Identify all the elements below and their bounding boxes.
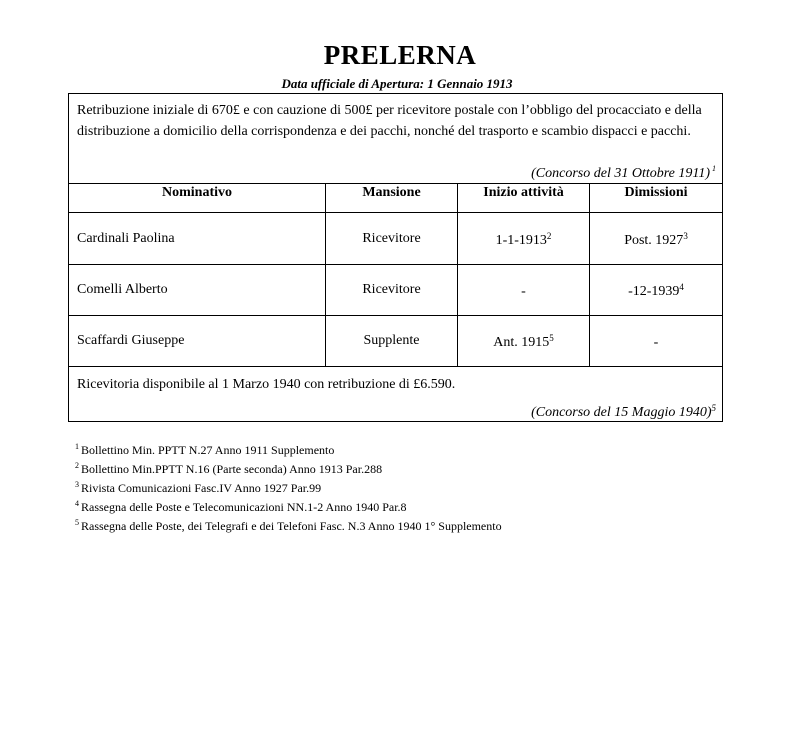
header-nominativo: Nominativo — [162, 185, 232, 200]
footnote-4: $^4$ Rassegna delle Poste e Telecomunicazioni NN.1-2 Anno 1940 Par.8 — [75, 499, 407, 514]
concorso-bottom-text: (Concorso del 15 Maggio 1940) — [531, 405, 712, 420]
intro-paragraph: Retribuzione iniziale di 670£ e con cauzione di 500£ per ricevitore postale con l’obbligo del procacciato e della distribuzione a domicilio della corrispondenza e dei pacchi, nonché del trasporto e scambio dispacci e pacchi. — [77, 103, 702, 139]
footnote-2: $^2$ Bollettino Min.PPTT N.16 (Parte seconda) Anno 1913 Par.288 — [75, 461, 383, 476]
row-divider — [69, 315, 722, 316]
table-top-border — [69, 183, 722, 184]
concorso-bottom-note: 5 — [711, 403, 716, 413]
row-1-dimissioni: Post. 1927$^3$ — [624, 231, 688, 248]
header-dimissioni: Dimissioni — [624, 185, 688, 200]
concorso-top-note: 1 — [712, 164, 716, 173]
row-3-mansione: Supplente — [363, 333, 420, 348]
row-3-dimissioni: - — [653, 335, 659, 350]
row-2-mansione: Ricevitore — [362, 282, 421, 297]
row-3-nominativo: Scaffardi Giuseppe — [77, 333, 185, 348]
opening-date-subtitle: Data ufficiale di Apertura: 1 Gennaio 1913 — [281, 76, 513, 91]
concorso-top — [531, 164, 716, 182]
row-1-nominativo: Cardinali Paolina — [77, 231, 175, 246]
row-2-dimissioni: -12-1939$^4$ — [628, 282, 684, 299]
header-bottom-border — [69, 212, 722, 213]
footnote-3: $^3$ Rivista Comunicazioni Fasc.IV Anno 1927 Par.99 — [75, 480, 322, 495]
row-1-inizio: 1-1-1913$^2$ — [495, 231, 552, 248]
row-2-inizio: - — [521, 284, 526, 299]
header-inizio: Inizio attività — [483, 185, 564, 200]
closing-note: Ricevitoria disponibile al 1 Marzo 1940 con retribuzione di £6.590. — [77, 377, 456, 392]
page-title: PRELERNA — [323, 40, 477, 70]
concorso-top-text: (Concorso del 31 Ottobre 1911) — [531, 166, 710, 181]
record-frame — [68, 93, 723, 422]
table-bottom-border — [69, 366, 722, 367]
row-3-inizio: Ant. 1915$^5$ — [493, 333, 554, 350]
row-1-mansione: Ricevitore — [362, 231, 421, 246]
header-mansione: Mansione — [362, 185, 421, 200]
footnote-1: $^1$ Bollettino Min. PPTT N.27 Anno 1911 Supplemento — [75, 442, 335, 457]
row-divider — [69, 264, 722, 265]
row-2-nominativo: Comelli Alberto — [77, 282, 168, 297]
concorso-bottom — [531, 403, 716, 421]
footnote-5: $^5$ Rassegna delle Poste, dei Telegrafi e dei Telefoni Fasc. N.3 Anno 1940 1° Supplemento — [75, 518, 502, 533]
footnotes — [75, 439, 502, 534]
